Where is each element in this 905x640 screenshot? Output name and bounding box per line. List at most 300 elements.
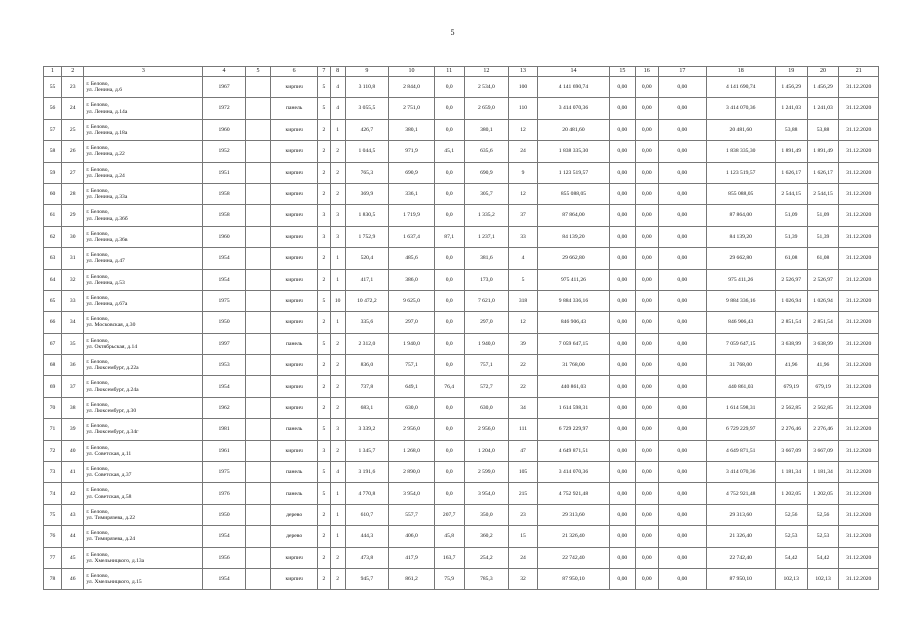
cell-col-2: 29 <box>62 205 84 226</box>
cell-col-4: 1967 <box>203 77 245 98</box>
cell-col-17: 0,00 <box>658 119 706 140</box>
cell-col-11: 0,0 <box>434 183 464 204</box>
cell-col-7: 3 <box>318 440 331 461</box>
cell-col-2: 37 <box>62 376 84 397</box>
cell-col-18: 29 662,80 <box>706 248 775 269</box>
cell-col-5 <box>245 462 270 483</box>
address-street: ул. Ленина, д.6 <box>86 87 123 94</box>
address-cell <box>84 119 203 140</box>
cell-col-21: 31.12.2020 <box>839 376 879 397</box>
address-street: ул. Ленина, д.18а <box>86 129 128 136</box>
cell-col-1: 68 <box>44 355 62 376</box>
cell-col-7: 2 <box>318 568 331 589</box>
cell-col-2: 32 <box>62 269 84 290</box>
cell-col-8: 2 <box>330 355 345 376</box>
address-street: ул. Ленина, д.36б <box>86 215 128 222</box>
cell-col-5 <box>245 355 270 376</box>
cell-col-14: 846 906,43 <box>537 312 609 333</box>
address-cell <box>84 397 203 418</box>
cell-col-15: 0,00 <box>610 205 635 226</box>
cell-col-6: панель <box>271 419 318 440</box>
address-cell <box>84 504 203 525</box>
cell-col-21: 31.12.2020 <box>839 526 879 547</box>
cell-col-21: 31.12.2020 <box>839 98 879 119</box>
cell-col-6: кирпич <box>271 248 318 269</box>
cell-col-2: 31 <box>62 248 84 269</box>
table-row <box>44 290 879 311</box>
address-street: ул. Тимирязева, д.22 <box>86 515 136 521</box>
cell-col-15: 0,00 <box>610 504 635 525</box>
housing-registry-table <box>43 66 879 590</box>
cell-col-15: 0,00 <box>610 77 635 98</box>
cell-col-20: 3 638,99 <box>807 333 839 354</box>
cell-col-13: 9 <box>509 162 538 183</box>
cell-col-18: 440 861,03 <box>706 376 775 397</box>
cell-col-4: 1954 <box>203 526 245 547</box>
cell-col-19: 54,42 <box>775 547 807 568</box>
cell-col-15: 0,00 <box>610 183 635 204</box>
cell-col-13: 110 <box>509 98 538 119</box>
cell-col-17: 0,00 <box>658 397 706 418</box>
cell-col-6: дерево <box>271 504 318 525</box>
cell-col-12: 1 204,0 <box>464 440 509 461</box>
cell-col-6: кирпич <box>271 547 318 568</box>
address-street: ул. Люксембург, д.30 <box>86 408 137 415</box>
cell-col-19: 2 526,97 <box>775 269 807 290</box>
cell-col-13: 100 <box>509 77 538 98</box>
cell-col-15: 0,00 <box>610 397 635 418</box>
cell-col-10: 971,9 <box>389 141 435 162</box>
cell-col-14: 7 059 647,15 <box>537 333 609 354</box>
cell-col-7: 5 <box>318 77 331 98</box>
cell-col-14: 4 141 690,74 <box>537 77 609 98</box>
cell-col-10: 297,0 <box>389 312 435 333</box>
cell-col-4: 1981 <box>203 419 245 440</box>
cell-col-16: 0,00 <box>635 183 658 204</box>
cell-col-14: 3 414 070,36 <box>537 462 609 483</box>
table-row <box>44 333 879 354</box>
cell-col-15: 0,00 <box>610 98 635 119</box>
cell-col-21: 31.12.2020 <box>839 397 879 418</box>
cell-col-19: 1 202,05 <box>775 483 807 504</box>
cell-col-8: 2 <box>330 183 345 204</box>
cell-col-20: 51,39 <box>807 226 839 247</box>
address-cell <box>84 162 203 183</box>
cell-col-10: 1 719,9 <box>389 205 435 226</box>
cell-col-2: 27 <box>62 162 84 183</box>
cell-col-7: 2 <box>318 141 331 162</box>
cell-col-6: кирпич <box>271 312 318 333</box>
cell-col-12: 630,0 <box>464 397 509 418</box>
cell-col-18: 1 838 335,30 <box>706 141 775 162</box>
address-street: ул. Октябрьская, д.14 <box>86 343 138 350</box>
cell-col-12: 572,7 <box>464 376 509 397</box>
address-street: ул. Ленина, д.24 <box>86 172 125 179</box>
cell-col-7: 2 <box>318 269 331 290</box>
address-street: ул. Хмельницкого, д.15 <box>86 579 142 586</box>
cell-col-16: 0,00 <box>635 547 658 568</box>
cell-col-2: 43 <box>62 504 84 525</box>
cell-col-10: 1 940,0 <box>389 333 435 354</box>
cell-col-11: 0,0 <box>434 98 464 119</box>
page-number: 5 <box>450 28 455 37</box>
cell-col-21: 31.12.2020 <box>839 462 879 483</box>
cell-col-1: 61 <box>44 205 62 226</box>
cell-col-1: 70 <box>44 397 62 418</box>
address-street: ул. Люксембург, д.22а <box>86 365 139 372</box>
cell-col-9: 836,0 <box>345 355 389 376</box>
cell-col-14: 3 414 070,36 <box>537 98 609 119</box>
cell-col-12: 380,1 <box>464 119 509 140</box>
cell-col-16: 0,00 <box>635 333 658 354</box>
cell-col-6: кирпич <box>271 397 318 418</box>
address-street: ул. Люксембург, д.34г <box>86 429 139 436</box>
cell-col-17: 0,00 <box>658 483 706 504</box>
cell-col-11: 45,8 <box>434 526 464 547</box>
cell-col-20: 1 891,49 <box>807 141 839 162</box>
table-row <box>44 440 879 461</box>
cell-col-19: 3 638,99 <box>775 333 807 354</box>
cell-col-21: 31.12.2020 <box>839 269 879 290</box>
cell-col-8: 4 <box>330 462 345 483</box>
cell-col-14: 1 838 335,30 <box>537 141 609 162</box>
cell-col-7: 2 <box>318 183 331 204</box>
cell-col-1: 60 <box>44 183 62 204</box>
cell-col-6: кирпич <box>271 183 318 204</box>
cell-col-17: 0,00 <box>658 504 706 525</box>
cell-col-13: 22 <box>509 376 538 397</box>
cell-col-11: 45,1 <box>434 141 464 162</box>
cell-col-16: 0,00 <box>635 77 658 98</box>
address-street: ул. Московская, д.30 <box>86 322 136 329</box>
cell-col-10: 336,1 <box>389 183 435 204</box>
cell-col-14: 21 326,40 <box>537 526 609 547</box>
cell-col-5 <box>245 483 270 504</box>
cell-col-8: 4 <box>330 77 345 98</box>
cell-col-20: 53,88 <box>807 119 839 140</box>
cell-col-7: 2 <box>318 397 331 418</box>
cell-col-19: 52,56 <box>775 504 807 525</box>
cell-col-13: 24 <box>509 547 538 568</box>
table-row <box>44 77 879 98</box>
address-street: ул. Ленина, д.14а <box>86 108 128 115</box>
table-row <box>44 376 879 397</box>
cell-col-4: 1962 <box>203 397 245 418</box>
cell-col-17: 0,00 <box>658 376 706 397</box>
cell-col-17: 0,00 <box>658 141 706 162</box>
address-street: ул. Люксембург, д.24а <box>86 386 139 393</box>
cell-col-6: кирпич <box>271 119 318 140</box>
column-header-6: 6 <box>271 67 318 77</box>
cell-col-4: 1976 <box>203 483 245 504</box>
address-city: г. Белово, <box>86 380 109 387</box>
cell-col-6: панель <box>271 98 318 119</box>
address-street: ул. Советская, д.37 <box>86 472 132 479</box>
address-city: г. Белово, <box>86 80 109 87</box>
cell-col-20: 679,19 <box>807 376 839 397</box>
cell-col-15: 0,00 <box>610 312 635 333</box>
cell-col-21: 31.12.2020 <box>839 440 879 461</box>
cell-col-19: 53,88 <box>775 119 807 140</box>
cell-col-2: 41 <box>62 462 84 483</box>
cell-col-1: 78 <box>44 568 62 589</box>
cell-col-13: 111 <box>509 419 538 440</box>
table-row <box>44 568 879 589</box>
cell-col-17: 0,00 <box>658 547 706 568</box>
address-cell <box>84 483 203 504</box>
cell-col-12: 7 621,0 <box>464 290 509 311</box>
cell-col-7: 5 <box>318 333 331 354</box>
table-row <box>44 397 879 418</box>
cell-col-5 <box>245 526 270 547</box>
header-row <box>44 67 879 77</box>
cell-col-13: 4 <box>509 248 538 269</box>
cell-col-16: 0,00 <box>635 269 658 290</box>
cell-col-1: 58 <box>44 141 62 162</box>
cell-col-12: 173,0 <box>464 269 509 290</box>
table-row <box>44 226 879 247</box>
cell-col-7: 2 <box>318 162 331 183</box>
cell-col-17: 0,00 <box>658 333 706 354</box>
cell-col-13: 12 <box>509 312 538 333</box>
cell-col-1: 66 <box>44 312 62 333</box>
cell-col-13: 15 <box>509 526 538 547</box>
cell-col-20: 3 667,09 <box>807 440 839 461</box>
cell-col-5 <box>245 333 270 354</box>
cell-col-15: 0,00 <box>610 568 635 589</box>
cell-col-19: 1 241,03 <box>775 98 807 119</box>
column-header-17: 17 <box>658 67 706 77</box>
cell-col-11: 75,9 <box>434 568 464 589</box>
cell-col-17: 0,00 <box>658 162 706 183</box>
cell-col-17: 0,00 <box>658 462 706 483</box>
cell-col-5 <box>245 312 270 333</box>
cell-col-9: 765,3 <box>345 162 389 183</box>
table-row <box>44 98 879 119</box>
cell-col-8: 2 <box>330 568 345 589</box>
cell-col-8: 2 <box>330 547 345 568</box>
cell-col-9: 473,8 <box>345 547 389 568</box>
cell-col-15: 0,00 <box>610 355 635 376</box>
cell-col-7: 2 <box>318 119 331 140</box>
table-row <box>44 183 879 204</box>
cell-col-12: 1 237,1 <box>464 226 509 247</box>
cell-col-2: 39 <box>62 419 84 440</box>
cell-col-10: 2 956,0 <box>389 419 435 440</box>
cell-col-4: 1961 <box>203 440 245 461</box>
cell-col-2: 25 <box>62 119 84 140</box>
cell-col-10: 649,1 <box>389 376 435 397</box>
cell-col-15: 0,00 <box>610 526 635 547</box>
cell-col-18: 7 059 647,15 <box>706 333 775 354</box>
cell-col-8: 3 <box>330 226 345 247</box>
cell-col-11: 0,0 <box>434 440 464 461</box>
cell-col-12: 1 940,0 <box>464 333 509 354</box>
cell-col-18: 29 313,60 <box>706 504 775 525</box>
cell-col-6: кирпич <box>271 226 318 247</box>
cell-col-9: 3 110,8 <box>345 77 389 98</box>
cell-col-13: 33 <box>509 226 538 247</box>
cell-col-12: 297,0 <box>464 312 509 333</box>
cell-col-21: 31.12.2020 <box>839 290 879 311</box>
cell-col-18: 855 088,05 <box>706 183 775 204</box>
cell-col-9: 3 191,6 <box>345 462 389 483</box>
cell-col-5 <box>245 77 270 98</box>
cell-col-9: 610,7 <box>345 504 389 525</box>
address-street: ул. Ленина, д.33а <box>86 194 128 201</box>
address-city: г. Белово, <box>86 359 109 366</box>
cell-col-21: 31.12.2020 <box>839 205 879 226</box>
table-row <box>44 141 879 162</box>
cell-col-19: 51,39 <box>775 226 807 247</box>
cell-col-15: 0,00 <box>610 226 635 247</box>
cell-col-21: 31.12.2020 <box>839 504 879 525</box>
cell-col-2: 23 <box>62 77 84 98</box>
cell-col-14: 4 649 871,51 <box>537 440 609 461</box>
cell-col-6: кирпич <box>271 269 318 290</box>
cell-col-8: 1 <box>330 269 345 290</box>
cell-col-13: 24 <box>509 141 538 162</box>
cell-col-14: 975 411,26 <box>537 269 609 290</box>
column-header-12: 12 <box>464 67 509 77</box>
table-row <box>44 462 879 483</box>
cell-col-7: 5 <box>318 483 331 504</box>
cell-col-7: 2 <box>318 504 331 525</box>
cell-col-8: 4 <box>330 98 345 119</box>
cell-col-2: 38 <box>62 397 84 418</box>
cell-col-19: 2 851,54 <box>775 312 807 333</box>
cell-col-9: 1 044,5 <box>345 141 389 162</box>
address-cell <box>84 226 203 247</box>
cell-col-14: 4 752 921,48 <box>537 483 609 504</box>
address-city: г. Белово, <box>86 508 109 515</box>
cell-col-16: 0,00 <box>635 290 658 311</box>
cell-col-8: 1 <box>330 526 345 547</box>
cell-col-5 <box>245 547 270 568</box>
cell-col-20: 1 026,94 <box>807 290 839 311</box>
address-cell <box>84 98 203 119</box>
cell-col-9: 417,1 <box>345 269 389 290</box>
cell-col-16: 0,00 <box>635 526 658 547</box>
cell-col-16: 0,00 <box>635 462 658 483</box>
cell-col-8: 2 <box>330 440 345 461</box>
column-header-11: 11 <box>434 67 464 77</box>
cell-col-17: 0,00 <box>658 183 706 204</box>
cell-col-11: 0,0 <box>434 419 464 440</box>
cell-col-5 <box>245 119 270 140</box>
cell-col-11: 0,0 <box>434 290 464 311</box>
cell-col-18: 31 768,00 <box>706 355 775 376</box>
address-street: ул. Ленина, д.22 <box>86 151 125 158</box>
cell-col-14: 29 662,80 <box>537 248 609 269</box>
cell-col-10: 1 268,0 <box>389 440 435 461</box>
cell-col-17: 0,00 <box>658 98 706 119</box>
cell-col-14: 1 614 598,31 <box>537 397 609 418</box>
cell-col-11: 0,0 <box>434 162 464 183</box>
cell-col-4: 1954 <box>203 568 245 589</box>
cell-col-14: 87 864,00 <box>537 205 609 226</box>
cell-col-14: 22 742,40 <box>537 547 609 568</box>
cell-col-15: 0,00 <box>610 376 635 397</box>
cell-col-12: 757,1 <box>464 355 509 376</box>
cell-col-16: 0,00 <box>635 226 658 247</box>
column-header-15: 15 <box>610 67 635 77</box>
cell-col-21: 31.12.2020 <box>839 333 879 354</box>
cell-col-1: 57 <box>44 119 62 140</box>
cell-col-7: 2 <box>318 526 331 547</box>
cell-col-12: 2 956,0 <box>464 419 509 440</box>
cell-col-10: 2 751,0 <box>389 98 435 119</box>
cell-col-17: 0,00 <box>658 269 706 290</box>
cell-col-9: 444,3 <box>345 526 389 547</box>
cell-col-20: 51,09 <box>807 205 839 226</box>
column-header-10: 10 <box>389 67 435 77</box>
cell-col-19: 1 456,29 <box>775 77 807 98</box>
cell-col-13: 32 <box>509 568 538 589</box>
cell-col-12: 2 599,0 <box>464 462 509 483</box>
address-city: г. Белово, <box>86 273 109 280</box>
address-city: г. Белово, <box>86 337 109 344</box>
cell-col-14: 440 861,03 <box>537 376 609 397</box>
cell-col-14: 9 884 336,16 <box>537 290 609 311</box>
cell-col-9: 1 752,9 <box>345 226 389 247</box>
address-city: г. Белово, <box>86 230 109 237</box>
cell-col-8: 1 <box>330 248 345 269</box>
cell-col-4: 1960 <box>203 226 245 247</box>
cell-col-13: 39 <box>509 333 538 354</box>
cell-col-16: 0,00 <box>635 376 658 397</box>
cell-col-4: 1975 <box>203 290 245 311</box>
address-street: ул. Ленина, д.36в <box>86 236 128 243</box>
cell-col-8: 1 <box>330 119 345 140</box>
cell-col-5 <box>245 440 270 461</box>
address-cell <box>84 269 203 290</box>
cell-col-21: 31.12.2020 <box>839 568 879 589</box>
cell-col-17: 0,00 <box>658 226 706 247</box>
cell-col-7: 3 <box>318 226 331 247</box>
cell-col-2: 34 <box>62 312 84 333</box>
cell-col-15: 0,00 <box>610 547 635 568</box>
address-cell <box>84 547 203 568</box>
address-city: г. Белово, <box>86 444 109 451</box>
cell-col-1: 75 <box>44 504 62 525</box>
cell-col-4: 1972 <box>203 98 245 119</box>
table-row <box>44 355 879 376</box>
cell-col-4: 1952 <box>203 141 245 162</box>
cell-col-14: 855 088,05 <box>537 183 609 204</box>
cell-col-7: 2 <box>318 547 331 568</box>
cell-col-9: 426,7 <box>345 119 389 140</box>
cell-col-14: 87 950,10 <box>537 568 609 589</box>
cell-col-18: 1 123 519,57 <box>706 162 775 183</box>
cell-col-21: 31.12.2020 <box>839 77 879 98</box>
table-row <box>44 526 879 547</box>
cell-col-16: 0,00 <box>635 248 658 269</box>
cell-col-14: 29 313,60 <box>537 504 609 525</box>
cell-col-13: 47 <box>509 440 538 461</box>
cell-col-5 <box>245 269 270 290</box>
address-cell <box>84 77 203 98</box>
address-cell <box>84 205 203 226</box>
cell-col-5 <box>245 419 270 440</box>
cell-col-21: 31.12.2020 <box>839 419 879 440</box>
table-row <box>44 504 879 525</box>
column-header-7: 7 <box>318 67 331 77</box>
cell-col-15: 0,00 <box>610 141 635 162</box>
cell-col-18: 21 326,40 <box>706 526 775 547</box>
cell-col-10: 861,2 <box>389 568 435 589</box>
cell-col-13: 5 <box>509 269 538 290</box>
